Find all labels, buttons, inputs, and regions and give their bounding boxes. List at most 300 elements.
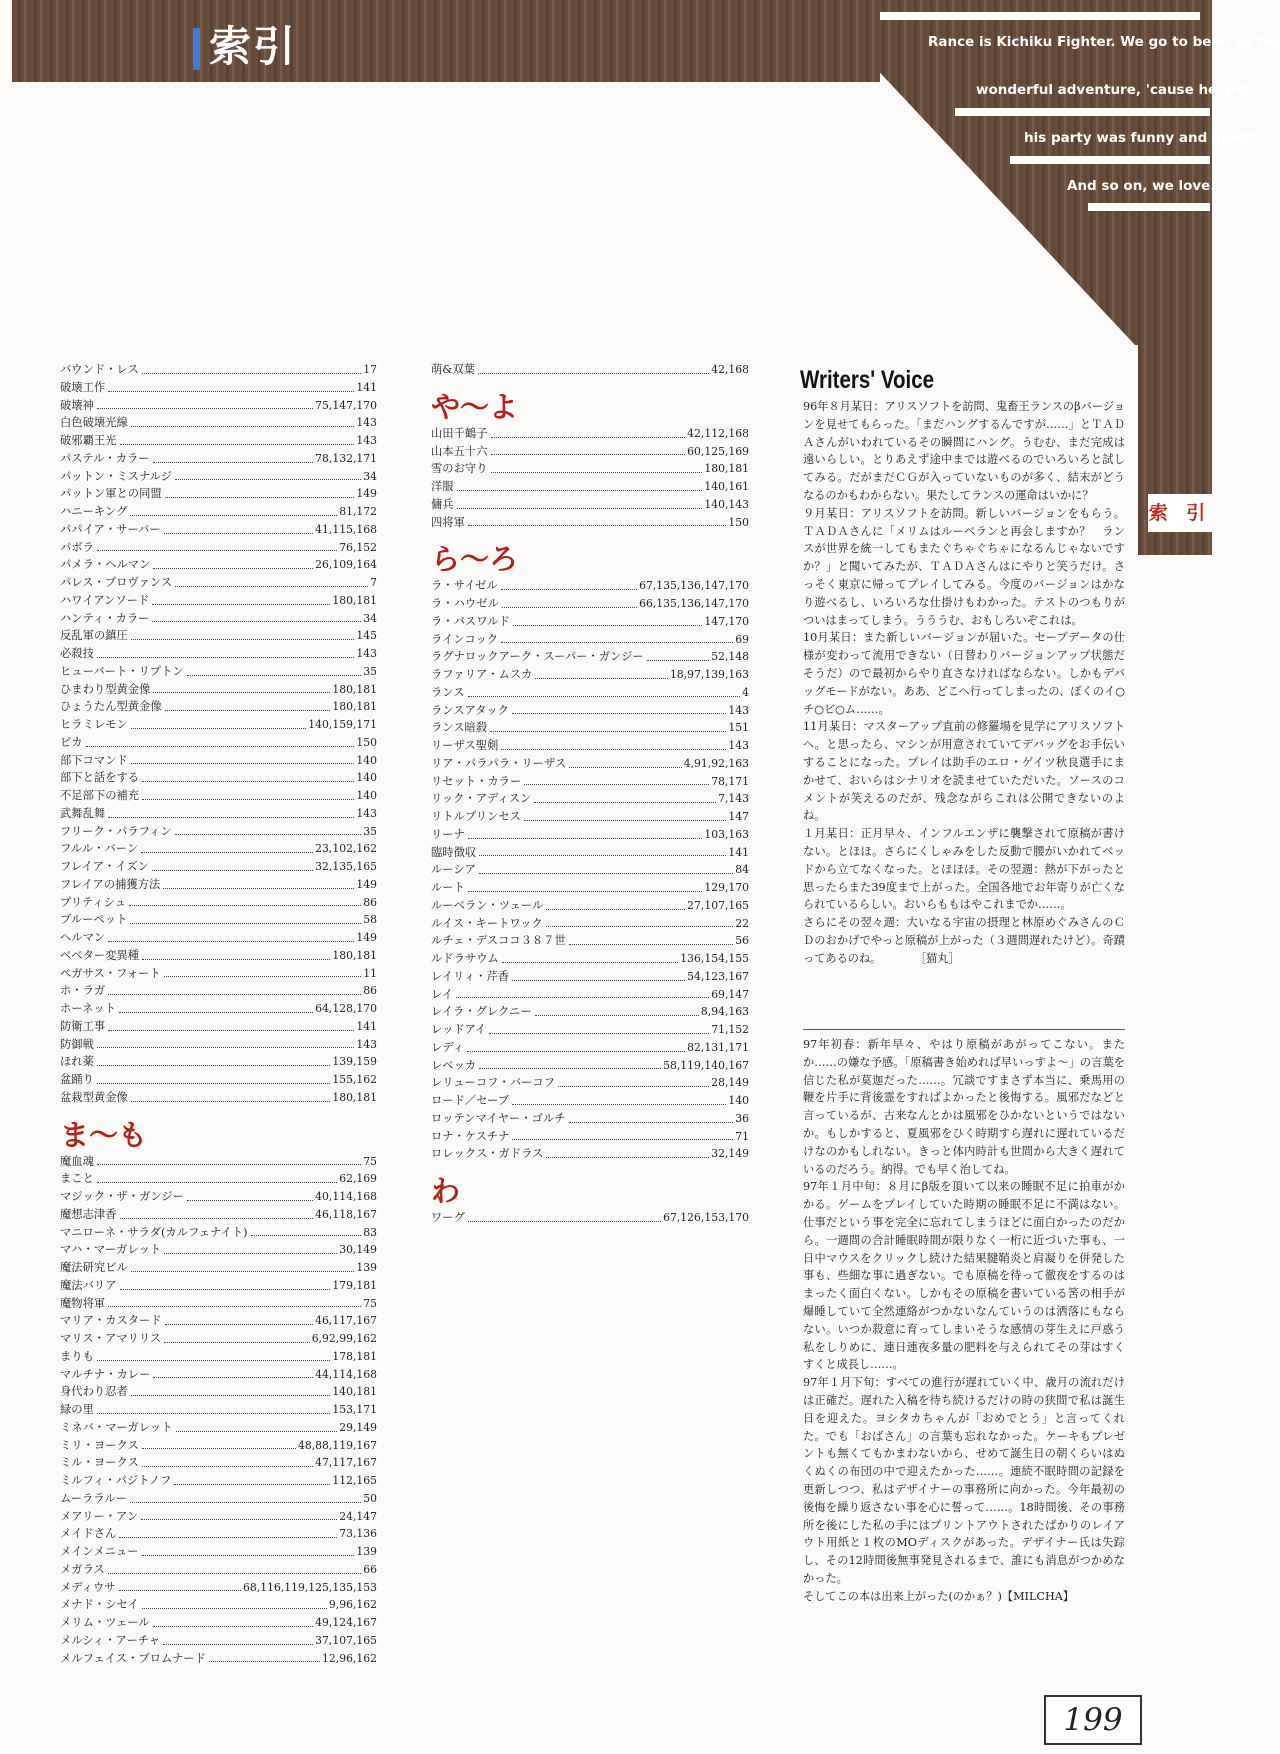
entry-name: レイリィ・芹香 [431, 969, 510, 983]
voice-paragraph: 97年１月下旬：すべての進行が遅れていく中、歳月の流れだけは正確だ。遅れた入稿を待ち続けるだけの時の狭間で私は誕生日を迎えた。ヨシタカちゃんが「おめでとう」と言ってくれた。でも「おばさん」の言葉も忘れなかった。ケーキもプレゼントも無くてもかまわないから、せめて誕生日の朝くらいはぬくぬくの布団の中で迎えたかった……。連続不眠時間の記録を更新しつつ、私はデザイナーの事務所に向かった。今年最初の後悔を繰り返さない事を心に誓って……。18時間後、その事務所を後にした私の手にはプリントアウトされたばかりのレイアウト用紙と１枚のMOディスクがあった。デザイナー氏は失踪し、その12時間後無事発見されるまで、誰にも消息がつかめなかった。 [803, 1376, 1125, 1585]
entry-pages: 46,117,167 [315, 1314, 377, 1328]
entry-name: マハ・マーガレット [60, 1243, 162, 1257]
leader-dots [502, 962, 679, 963]
index-entry [60, 1312, 377, 1330]
entry-name: ヒラミレモン [60, 718, 128, 731]
leader-dots [174, 1484, 330, 1485]
entry-name: メリム・ツェール [60, 1616, 150, 1629]
entry-pages: 149 [356, 487, 377, 501]
entry-name: パボラ [60, 540, 94, 554]
entry-name: ひまわり型黄金像 [60, 682, 151, 696]
leader-dots [491, 454, 686, 455]
entry-pages: 81,172 [339, 505, 377, 518]
leader-dots [501, 589, 637, 590]
entry-name: メディウサ [60, 1580, 116, 1594]
entry-pages: 155,162 [332, 1073, 377, 1086]
leader-dots [142, 1448, 296, 1449]
entry-pages: 28,149 [711, 1076, 749, 1090]
entry-name: メインメニュー [60, 1545, 139, 1558]
entry-pages: 4 [742, 685, 749, 699]
voice-paragraph: 96年８月某日：アリスソフトを訪問、鬼畜王ランスのβバージョンを見せてもらった。「まだハングするんですが……」とＴＡＤＡさんがいわれているその瞬間にハング。うむむ、まだ完成は遠いらしい。とりあえず途中までは遊べるのでいろいろと試してみる。だがまだＣＧが入っていないものが多く、結末がどうなるのかもわからない。果たしてランスの運命はいかに？ [803, 400, 1125, 502]
leader-dots [490, 731, 726, 732]
leader-dots [97, 1182, 337, 1183]
index-entry [431, 595, 749, 613]
entry-name: 四将軍 [431, 515, 465, 529]
entry-pages: 178,181 [332, 1349, 377, 1363]
entry-pages: 49,124,167 [315, 1616, 377, 1629]
leader-dots [130, 515, 337, 516]
index-entry [431, 1057, 749, 1075]
leader-dots [165, 710, 331, 711]
entry-pages: 34 [363, 611, 377, 625]
index-entry [60, 681, 377, 699]
entry-pages: 140,161 [704, 480, 749, 493]
index-entry [431, 425, 749, 443]
entry-pages: 11 [363, 966, 377, 980]
entry-pages: 180,181 [332, 682, 377, 696]
entry-name: メガラス [60, 1562, 105, 1576]
leader-dots [512, 713, 726, 714]
entry-pages: 149 [356, 877, 377, 891]
entry-name: メルフェイス・プロムナード [60, 1651, 206, 1665]
leader-dots [142, 1466, 313, 1467]
entry-name: ロッテンマイヤー・ゴルチ [431, 1111, 566, 1125]
entry-name: 部下コマンド [60, 753, 128, 767]
index-entry [431, 648, 749, 666]
entry-pages: 8,94,163 [700, 1005, 749, 1019]
entry-pages: 139 [356, 1261, 377, 1274]
entry-pages: 139,159 [332, 1055, 377, 1069]
entry-name: マリア・カスタード [60, 1314, 162, 1328]
leader-dots [175, 834, 362, 835]
index-entry [60, 556, 377, 574]
entry-name: 不足部下の補充 [60, 789, 140, 802]
index-entry [431, 719, 749, 737]
index-entry [431, 879, 749, 897]
leader-dots [153, 568, 313, 569]
index-entry [431, 1003, 749, 1021]
leader-dots [108, 941, 354, 942]
entry-name: ロード／セーブ [431, 1094, 510, 1107]
entry-name: フレイア・イズン [60, 860, 149, 873]
entry-name: ロレックス・ガドラス [431, 1147, 544, 1161]
entry-pages: 60,125,169 [687, 444, 749, 458]
entry-pages: 44,114,168 [315, 1367, 377, 1381]
entry-name: 防御戦 [60, 1037, 94, 1051]
index-entry [60, 1295, 377, 1313]
index-column-2 [431, 361, 749, 1227]
index-entry [431, 755, 749, 773]
entry-pages: 4,91,92,163 [683, 756, 749, 770]
entry-pages: 12,96,162 [322, 1651, 377, 1665]
index-entry [431, 1021, 749, 1039]
leader-dots [569, 1122, 734, 1123]
voice-paragraph: 10月某日：また新しいバージョンが届いた。セーブデータの仕様が変わって流用できない（日替わりバージョンアップ状態だそうだ）ので最初からやり直さなければならない。しかもデバッグモードがない。ああ、どこへ行ってしまったの、ぼくのイ○チ○ビ○ム……。 [803, 631, 1125, 716]
entry-pages: 23,102,162 [315, 842, 377, 856]
index-entry [60, 503, 377, 521]
voice-paragraph: さらにその翌々週：大いなる宇宙の摂理と林原めぐみさんのＣＤのおかげでやっと原稿が上がった（３週間遅れたけど）。奇蹟ってあるのね。 ［猫丸］ [803, 916, 1125, 965]
index-entry [60, 521, 377, 539]
entry-pages: 46,118,167 [315, 1207, 377, 1221]
index-entry [60, 1277, 377, 1295]
entry-pages: 71 [735, 1129, 749, 1143]
leader-dots [165, 497, 355, 498]
index-entry [60, 1490, 377, 1508]
leader-dots [468, 696, 741, 697]
index-entry [60, 1018, 377, 1036]
leader-dots [119, 1590, 241, 1591]
entry-name: リセット・カラー [431, 774, 522, 788]
entry-name: 山本五十六 [431, 444, 488, 458]
leader-dots [130, 923, 361, 924]
entry-name: ルート [431, 881, 465, 894]
index-entry [60, 769, 377, 787]
entry-pages: 67,126,153,170 [663, 1211, 749, 1224]
leader-dots [97, 1083, 330, 1084]
entry-pages: 32,135,165 [315, 860, 377, 873]
leader-dots [141, 1519, 337, 1520]
index-entry [60, 1508, 377, 1526]
entry-name: 魔物将軍 [60, 1296, 106, 1310]
index-entry [60, 734, 377, 752]
leader-dots [647, 660, 710, 661]
entry-name: メナド・シセイ [60, 1598, 139, 1612]
entry-name: リトルプリンセス [431, 810, 521, 823]
index-entry [60, 574, 377, 592]
entry-name: パットン軍との同盟 [60, 487, 162, 501]
leader-dots [512, 980, 685, 981]
entry-pages: 6,92,99,162 [311, 1332, 377, 1345]
leader-dots [108, 1030, 354, 1031]
entry-name: 盆踊り [60, 1073, 94, 1086]
entry-pages: 86 [363, 984, 377, 998]
entry-name: ラインコック [431, 632, 499, 646]
entry-name: まこと [60, 1172, 94, 1186]
index-entry [431, 666, 749, 684]
entry-pages: 29,149 [339, 1420, 377, 1434]
index-entry [60, 432, 377, 450]
index-entry [431, 514, 749, 532]
entry-pages: 78,171 [711, 774, 749, 788]
voice-paragraph: 97年１月中旬：８月にβ版を頂いて以来の睡眠不足に拍車がかかる。ゲームをプレイしていた時期の睡眠不足に不満はない。仕事だという事を完全に忘れてしまうほどに面白かったのだから。一週間の合計睡眠時間が限りなく一桁に近づいた事も、一日中マウスをクリックし続けた結果腱鞘炎と肩凝りを併発した事も、些細な事に過ぎない。でも原稿を待って徹夜をするのはまったく面白くない。しかもその原稿を書いている筈の相手が爆睡していて全然連絡がつかないなんていうのは洒落にもならない。いつか殺意に育ってしまいそうな感情の芽生えに戸惑う私をしりめに、連日連夜多量の肥料を与えられてその芽はすくすくと成長し……。 [803, 1180, 1125, 1372]
entry-name: フリーク・パラフィン [60, 824, 172, 838]
entry-pages: 71,152 [711, 1023, 749, 1036]
entry-pages: 7,143 [718, 792, 749, 806]
index-entry [431, 932, 749, 950]
leader-dots [534, 802, 716, 803]
entry-pages: 42,112,168 [687, 426, 749, 440]
leader-dots [164, 1342, 310, 1343]
leader-dots [164, 1253, 337, 1254]
index-entry [431, 737, 749, 755]
leader-dots [546, 1157, 709, 1158]
index-entry [431, 1145, 749, 1163]
entry-name: ワーグ [431, 1211, 465, 1224]
voice-paragraph: 11月某日：マスターアップ直前の修羅場を見学にアリスソフトへ。と思ったら、マシンが用意されていてデバッグをお手伝いすることになった。プレイは助手のエロ・ゲイツ秋良選手にまかせて、おいらはシナリオを読ませていただいた。ソースのコメントが笑えるのだが、残念ながらこれは公開できないのよね。 [803, 720, 1125, 823]
index-entry [431, 1092, 749, 1110]
leader-dots [175, 586, 368, 587]
entry-pages: 143 [356, 1037, 377, 1051]
leader-dots [108, 817, 354, 818]
entry-pages: 76,152 [339, 540, 377, 554]
index-entry [431, 460, 749, 478]
entry-name: ヒューバート・リプトン [60, 664, 184, 678]
entry-pages: 75,147,170 [315, 398, 377, 412]
index-entry [60, 1000, 377, 1018]
entry-name: リーザス聖剣 [431, 739, 499, 752]
entry-name: パパイア・サーバー [60, 522, 161, 536]
entry-name: レッドアイ [431, 1023, 487, 1036]
entry-pages: 150 [728, 515, 749, 529]
index-entry [60, 947, 377, 965]
leader-dots [120, 1289, 331, 1290]
entry-pages: 26,109,164 [315, 558, 377, 572]
entry-name: ミネバ・マーガレット [60, 1420, 173, 1434]
entry-pages: 147 [728, 810, 749, 823]
writers-voice-part1 [803, 398, 1125, 968]
entry-name: マニローネ・サラダ(カルフェナイト) [60, 1225, 248, 1239]
entry-name: ラファリア・ムスカ [431, 668, 533, 681]
entry-name: 反乱軍の鎮圧 [60, 629, 128, 643]
index-entry [431, 844, 749, 862]
leader-dots [163, 1644, 313, 1645]
entry-pages: 66 [363, 1562, 377, 1576]
entry-pages: 40,114,168 [315, 1190, 377, 1203]
leader-dots [129, 905, 361, 906]
entry-name: パメラ・ヘルマン [60, 558, 151, 572]
leader-dots [97, 1360, 330, 1361]
leader-dots [457, 490, 703, 491]
index-entry [60, 1383, 377, 1401]
index-entry [60, 752, 377, 770]
entry-pages: 47,117,167 [315, 1456, 377, 1470]
index-entry [60, 911, 377, 929]
index-entry [60, 1188, 377, 1206]
entry-pages: 75 [363, 1296, 377, 1310]
index-entry [431, 684, 749, 702]
entry-pages: 64,128,170 [315, 1002, 377, 1015]
entry-pages: 58 [363, 913, 377, 927]
entry-pages: 140,159,171 [308, 718, 377, 731]
divider [803, 1029, 1125, 1030]
leader-dots [512, 1139, 733, 1140]
entry-name: ラ・ハウゼル [431, 597, 499, 610]
leader-dots [131, 1271, 355, 1272]
entry-pages: 67,135,136,147,170 [639, 579, 749, 593]
entry-pages: 140 [356, 789, 377, 802]
leader-dots [97, 1065, 330, 1066]
entry-name: ルーシア [431, 863, 476, 877]
leader-dots [119, 1012, 313, 1013]
entry-pages: 112,165 [332, 1474, 377, 1487]
index-entry [60, 716, 377, 734]
leader-dots [546, 909, 685, 910]
entry-pages: 140 [356, 753, 377, 767]
entry-name: 傭兵 [431, 497, 454, 511]
entry-name: ホ・ラガ [60, 984, 106, 998]
entry-pages: 7 [370, 576, 377, 589]
entry-pages: 41,115,168 [315, 522, 377, 536]
leader-dots [97, 1047, 354, 1048]
entry-name: ロナ・ケスチナ [431, 1129, 510, 1143]
entry-pages: 140,181 [332, 1385, 377, 1399]
index-entry [431, 897, 749, 915]
index-entry [431, 773, 749, 791]
entry-pages: 42,168 [711, 363, 749, 376]
leader-dots [479, 1068, 661, 1069]
entry-name: マリス・アマリリス [60, 1332, 162, 1345]
entry-pages: 50 [363, 1491, 377, 1505]
leader-dots [558, 1086, 709, 1087]
leader-dots [209, 1661, 320, 1662]
leader-dots [501, 642, 733, 643]
tagline-3: his party was funny and good! [1024, 130, 1256, 146]
entry-pages: 139 [356, 1545, 377, 1558]
leader-dots [491, 472, 703, 473]
leader-dots [512, 1104, 726, 1105]
entry-name: ルーベラン・ツェール [431, 898, 544, 912]
leader-dots [535, 678, 668, 679]
index-entry [431, 790, 749, 808]
entry-name: 盆栽型黄金像 [60, 1090, 128, 1104]
leader-dots [108, 1306, 361, 1307]
leader-dots [120, 444, 355, 445]
voice-paragraph: １月某日：正月早々、インフルエンザに襲撃されて原稿が書けない。とほほ。さらにくしゃみをした反動で腰がいかれてベッドから立てなくなった。とほほほ。その翌週：熱が下がったと思ったらまた39度まで上がった。全国各地でお年寄りが亡くなられているらしい。おいらももはやこれまでか……。 [803, 827, 1125, 912]
index-entry [60, 1632, 377, 1650]
entry-pages: 143 [356, 416, 377, 430]
leader-dots [131, 426, 355, 427]
leader-dots [176, 1431, 338, 1432]
index-entry [431, 968, 749, 986]
leader-dots [142, 1608, 327, 1609]
leader-dots [491, 437, 686, 438]
index-entry [431, 702, 749, 720]
leader-dots [251, 1235, 362, 1236]
index-entry [60, 858, 377, 876]
entry-name: 山田千鶴子 [431, 426, 488, 440]
index-entry [60, 1153, 377, 1171]
entry-name: ほれ薬 [60, 1055, 94, 1069]
leader-dots [546, 926, 734, 927]
index-entry [60, 663, 377, 681]
entry-name: ラグナロックアーク・スーパー・ガンジー [431, 650, 644, 664]
index-entry [60, 1348, 377, 1366]
leader-dots [108, 994, 361, 995]
index-entry [60, 361, 377, 379]
leader-dots [97, 408, 313, 409]
index-entry [431, 361, 749, 379]
index-entry [60, 1170, 377, 1188]
index-entry [60, 485, 377, 503]
entry-name: パステル・カラー [60, 451, 150, 465]
entry-pages: 35 [363, 664, 377, 678]
index-entry [60, 539, 377, 557]
voice-paragraph: ９月某日：アリスソフトを訪問。新しいバージョンをもらう。ＴＡＤＡさんに「メリムはルーベランと再会しますか？ ランスが世界を統一してもまたぐちゃぐちゃになるんじゃないですか？」と聞いてみたが、ＴＡＤＡさんはにやりと笑うだけ。さっそく東京に帰ってプレイしてみる。今度のバージョンはかなり遊べるし、いろいろな仕掛けもわかった。テストのつもりがついはまってしまう。うううむ、おもしろいぞこれは。 [803, 506, 1125, 627]
entry-pages: 56 [735, 934, 749, 948]
index-entry [431, 1074, 749, 1092]
leader-dots [153, 462, 314, 463]
entry-name: 臨時徴収 [431, 845, 477, 859]
entry-pages: 150 [356, 735, 377, 749]
leader-dots [97, 1413, 330, 1414]
entry-name: ムーララルー [60, 1491, 127, 1505]
entry-pages: 9,96,162 [328, 1598, 377, 1612]
entry-name: ブルーペット [60, 913, 128, 927]
leader-dots [153, 692, 330, 693]
entry-pages: 140,143 [704, 497, 749, 511]
entry-name: ホーネット [60, 1002, 116, 1015]
entry-pages: 180,181 [332, 948, 377, 962]
entry-name: ピカ [60, 735, 83, 749]
index-entry [431, 443, 749, 461]
entry-pages: 179,181 [332, 1278, 377, 1292]
leader-dots [489, 1033, 709, 1034]
entry-pages: 143 [728, 739, 749, 752]
entry-pages: 147,170 [704, 614, 749, 628]
leader-dots [131, 1101, 331, 1102]
index-entry [431, 986, 749, 1004]
tagline-1: Rance is Kichiku Fighter. We go to been by his [928, 34, 1280, 50]
index-entry [60, 1437, 377, 1455]
index-entry [60, 1561, 377, 1579]
entry-name: フレイアの捕獲方法 [60, 877, 161, 891]
leader-dots [119, 1537, 337, 1538]
index-entry [60, 876, 377, 894]
index-entry [431, 1110, 749, 1128]
index-entry [60, 787, 377, 805]
leader-dots [142, 781, 354, 782]
leader-dots [468, 525, 726, 526]
entry-name: フルル・バーン [60, 842, 139, 856]
leader-dots [569, 767, 682, 768]
entry-name: レイラ・グレクニー [431, 1005, 532, 1019]
entry-name: リーナ [431, 827, 465, 841]
leader-dots [131, 728, 307, 729]
index-column-1 [60, 361, 377, 1667]
index-entry [60, 1650, 377, 1668]
index-entry [431, 577, 749, 595]
entry-name: 防衛工事 [60, 1019, 106, 1033]
index-entry [60, 1053, 377, 1071]
leader-dots [130, 1502, 361, 1503]
entry-name: ペガサス・フォート [60, 966, 161, 980]
index-entry [60, 823, 377, 841]
entry-name: リック・アディスン [431, 792, 532, 806]
leader-dots [468, 838, 702, 839]
leader-dots [187, 675, 362, 676]
leader-dots [152, 870, 313, 871]
entry-name: ラ・サイゼル [431, 579, 498, 593]
index-entry [60, 645, 377, 663]
index-entry [60, 929, 377, 947]
entry-pages: 143 [356, 434, 377, 447]
leader-dots [142, 959, 330, 960]
leader-dots [131, 1395, 331, 1396]
index-entry [60, 592, 377, 610]
entry-pages: 153,171 [332, 1403, 377, 1416]
entry-pages: 24,147 [339, 1509, 377, 1523]
entry-name: ヘルマン [60, 931, 106, 944]
leader-dots [152, 604, 330, 605]
index-entry [60, 610, 377, 628]
leader-dots [524, 784, 709, 785]
entry-name: ベベター変異種 [60, 948, 140, 962]
entry-name: 武舞乱舞 [60, 806, 106, 820]
entry-name: ハワイアンソード [60, 593, 150, 607]
entry-name: まりも [60, 1349, 94, 1363]
leader-dots [142, 373, 362, 374]
leader-dots [164, 976, 362, 977]
